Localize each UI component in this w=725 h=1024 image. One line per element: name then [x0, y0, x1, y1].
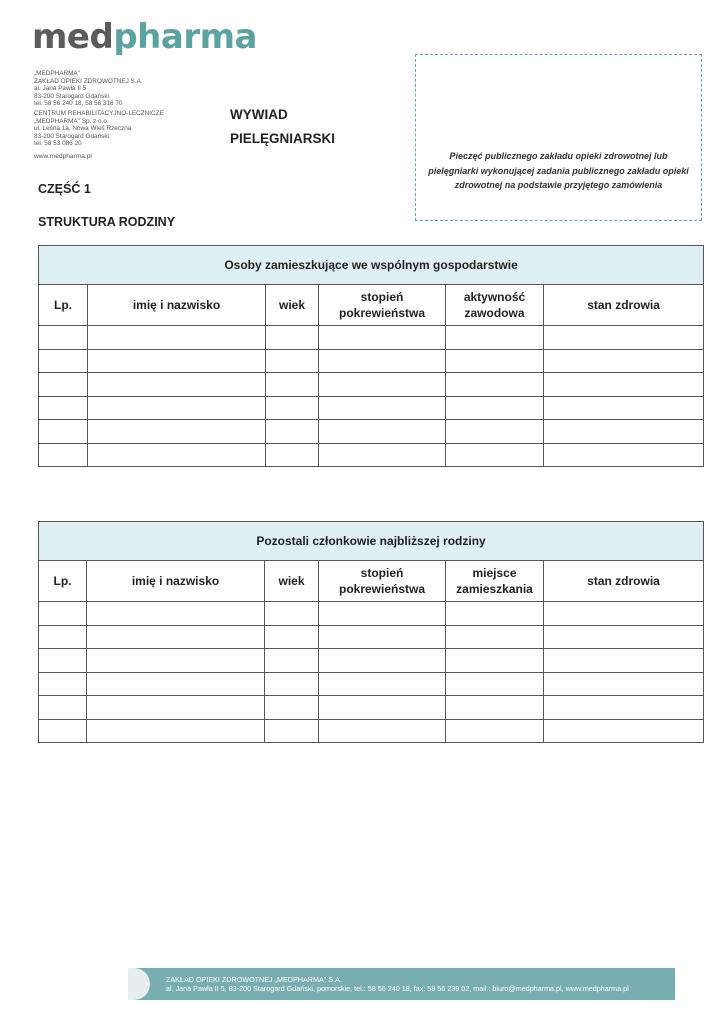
table-cell[interactable]: [544, 649, 704, 673]
table-row: [39, 649, 704, 673]
table-cell[interactable]: [39, 326, 88, 350]
medpharma-logo: [32, 17, 257, 57]
table-cell[interactable]: [319, 719, 446, 743]
table-cell[interactable]: [87, 719, 265, 743]
footer-line1: ZAKŁAD OPIEKI ZDROWOTNEJ „MEDPHARMA" S.A.: [166, 975, 342, 984]
table-cell[interactable]: [544, 420, 704, 444]
table-row: [39, 443, 704, 467]
header-residence: miejsce zamieszkania: [446, 561, 544, 602]
table-cell[interactable]: [319, 672, 446, 696]
table-row: [39, 672, 704, 696]
table-cell[interactable]: [319, 373, 446, 397]
table-cell[interactable]: [87, 696, 265, 720]
table-cell[interactable]: [446, 373, 544, 397]
table-cell[interactable]: [266, 420, 319, 444]
footer-line2: al. Jana Pawła II 5, 83-200 Starogard Gdański, pomorskie, tel.: 58 56 240 18, fax: 58 56 239 02, mail.: biuro@medpharma.pl, www.medpharma.pl: [166, 984, 629, 993]
table-cell[interactable]: [88, 373, 266, 397]
table-cell[interactable]: [39, 349, 88, 373]
table-cell[interactable]: [544, 625, 704, 649]
table-cell[interactable]: [39, 649, 87, 673]
table-cell[interactable]: [544, 602, 704, 626]
logo-part-med: med: [32, 17, 114, 57]
table-cell[interactable]: [266, 349, 319, 373]
table-row: [39, 396, 704, 420]
header-age: wiek: [265, 561, 319, 602]
table-cell[interactable]: [319, 696, 446, 720]
table-row: [39, 696, 704, 720]
header-relationship: stopień pokrewieństwa: [319, 561, 446, 602]
logo-part-pharma: pharma: [113, 17, 257, 57]
table-row: [39, 719, 704, 743]
table-cell[interactable]: [446, 719, 544, 743]
table-cell[interactable]: [446, 443, 544, 467]
table-cell[interactable]: [544, 443, 704, 467]
footer-contact: [166, 975, 629, 993]
household-table-caption: Osoby zamieszkujące we wspólnym gospodarstwie: [39, 246, 704, 285]
table-cell[interactable]: [87, 672, 265, 696]
relatives-table-body: [39, 602, 704, 743]
table-cell[interactable]: [446, 696, 544, 720]
table-cell[interactable]: [544, 672, 704, 696]
table-cell[interactable]: [446, 420, 544, 444]
table-cell[interactable]: [446, 672, 544, 696]
table-cell[interactable]: [88, 349, 266, 373]
table-row: [39, 602, 704, 626]
header-health: stan zdrowia: [544, 285, 704, 326]
table-row: [39, 349, 704, 373]
table-row: [39, 326, 704, 350]
table-cell[interactable]: [39, 672, 87, 696]
header-occupation: aktywność zawodowa: [446, 285, 544, 326]
table-cell[interactable]: [39, 625, 87, 649]
table-cell[interactable]: [446, 649, 544, 673]
table-cell[interactable]: [265, 719, 319, 743]
table-cell[interactable]: [88, 443, 266, 467]
table-cell[interactable]: [319, 625, 446, 649]
header-name: imię i nazwisko: [88, 285, 266, 326]
table-cell[interactable]: [265, 672, 319, 696]
header-relationship: stopień pokrewieństwa: [319, 285, 446, 326]
table-row: [39, 625, 704, 649]
header-age: wiek: [266, 285, 319, 326]
table-cell[interactable]: [319, 349, 446, 373]
document-title-line1: WYWIAD: [230, 107, 288, 122]
table-cell[interactable]: [446, 349, 544, 373]
table-cell[interactable]: [88, 326, 266, 350]
table-cell[interactable]: [544, 696, 704, 720]
document-title: [230, 103, 335, 151]
table-cell[interactable]: [39, 443, 88, 467]
table-cell[interactable]: [39, 602, 87, 626]
table-cell[interactable]: [265, 625, 319, 649]
table-cell[interactable]: [39, 696, 87, 720]
relatives-table: [38, 521, 704, 743]
table-row: [39, 420, 704, 444]
table-cell[interactable]: [544, 373, 704, 397]
household-table-body: [39, 326, 704, 467]
table-cell[interactable]: [319, 396, 446, 420]
table-cell[interactable]: [266, 373, 319, 397]
table-cell[interactable]: [265, 649, 319, 673]
section-label: STRUKTURA RODZINY: [38, 215, 176, 229]
company-address: „MEDPHARMA" ZAKŁAD OPIEKI ZDROWOTNEJ S.A. al. Jana Pawła II 5 83-200 Starogard Gdański tel. 58 56 240 18, 58 56 316 70: [34, 70, 143, 108]
table-cell[interactable]: [39, 373, 88, 397]
table-cell[interactable]: [544, 719, 704, 743]
table-cell[interactable]: [39, 719, 87, 743]
table-cell[interactable]: [446, 396, 544, 420]
table-cell[interactable]: [88, 396, 266, 420]
table-cell[interactable]: [319, 602, 446, 626]
table-cell[interactable]: [87, 649, 265, 673]
header-health: stan zdrowia: [544, 561, 704, 602]
table-cell[interactable]: [87, 602, 265, 626]
table-cell[interactable]: [266, 443, 319, 467]
table-cell[interactable]: [39, 420, 88, 444]
table-cell[interactable]: [319, 649, 446, 673]
table-cell[interactable]: [446, 625, 544, 649]
relatives-table-caption: Pozostali członkowie najbliższej rodziny: [39, 522, 704, 561]
table-cell[interactable]: [266, 326, 319, 350]
table-cell[interactable]: [544, 326, 704, 350]
table-cell[interactable]: [319, 443, 446, 467]
table-cell[interactable]: [265, 602, 319, 626]
table-cell[interactable]: [446, 326, 544, 350]
table-cell[interactable]: [88, 420, 266, 444]
household-table: [38, 245, 704, 467]
table-cell[interactable]: [87, 625, 265, 649]
table-cell[interactable]: [544, 349, 704, 373]
table-row: [39, 373, 704, 397]
header-lp: Lp.: [39, 285, 88, 326]
part-label: CZĘŚĆ 1: [38, 182, 91, 196]
table-cell[interactable]: [319, 420, 446, 444]
table-cell[interactable]: [39, 396, 88, 420]
document-title-line2: PIELĘGNIARSKI: [230, 131, 336, 146]
table-cell[interactable]: [266, 396, 319, 420]
header-name: imię i nazwisko: [87, 561, 265, 602]
table-cell[interactable]: [319, 326, 446, 350]
table-cell[interactable]: [265, 696, 319, 720]
stamp-box-text: Pieczęć publicznego zakładu opieki zdrowotnej lub pielęgniarki wykonującej zadania publicznego zakładu opieki zdrowotnej na podstawie przyjętego zamówienia: [428, 151, 689, 190]
header-lp: Lp.: [39, 561, 87, 602]
website-link: www.medpharma.pl: [34, 153, 92, 160]
table-cell[interactable]: [446, 602, 544, 626]
table-cell[interactable]: [544, 396, 704, 420]
rehab-center-address: CENTRUM REHABILITACYJNO-LECZNICZE „MEDPHARMA" Sp. z o.o. ul. Leśna 1a, Nowa Wieś Rzeczna 83-200 Starogard Gdański tel. 58 53 086 20: [34, 110, 164, 148]
stamp-box: [415, 54, 702, 221]
